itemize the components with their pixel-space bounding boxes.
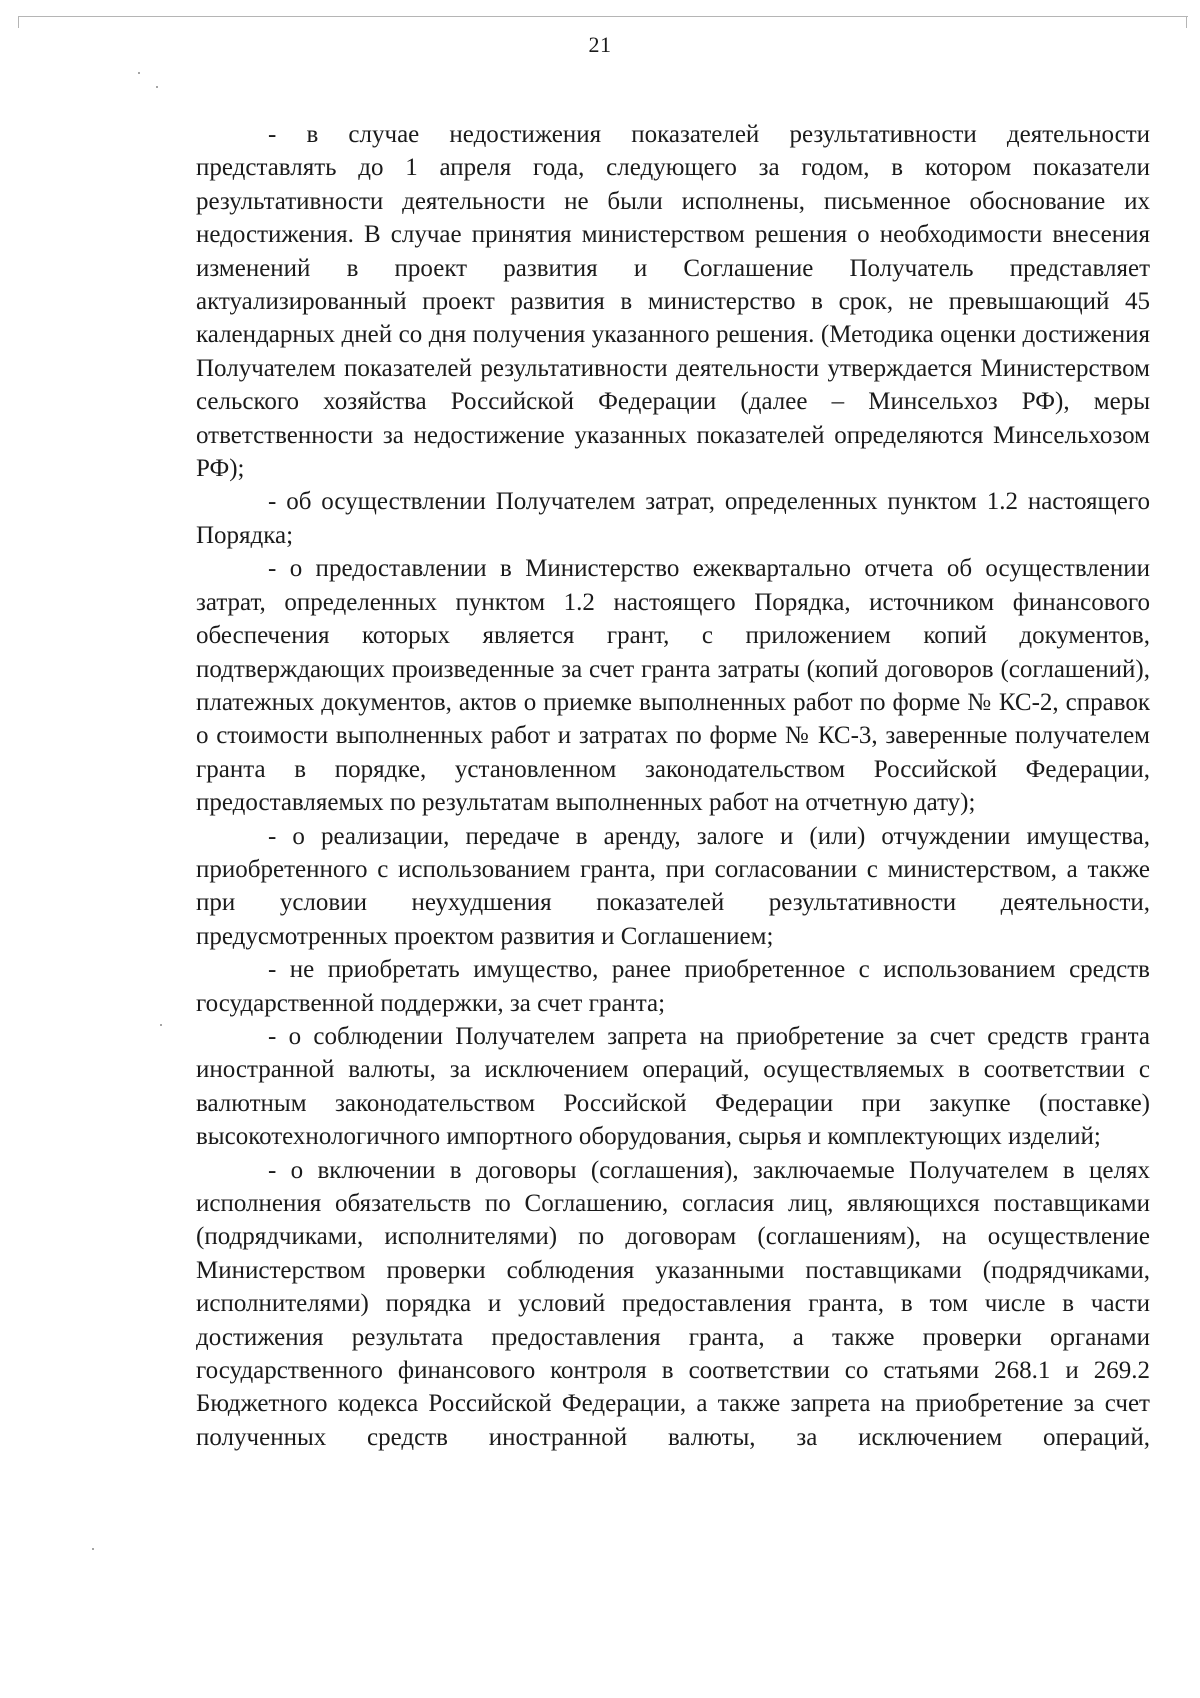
paragraph-quarterly-report: - о предоставлении в Министерство ежеквартально отчета об осуществлении затрат, определенных пунктом 1.2 настоящего Порядка, источником финансового обеспечения которых является грант, с приложением копий документов, подтверждающих произведенные за счет гранта затраты (копий договоров (соглашений), платежных документов, актов о приемке выполненных работ по форме № КС-2, справок о стоимости выполненных работ и затратах по форме № КС-3, заверенные получателем гранта в порядке, установленном законодательством Российской Федерации, предоставляемых по результатам выполненных работ на отчетную дату); bbox=[196, 555, 1150, 817]
scan-speck bbox=[92, 1548, 94, 1550]
scan-top-edge bbox=[18, 16, 1188, 17]
paragraph-performance-indicators: - в случае недостижения показателей результативности деятельности представлять до 1 апреля года, следующего за годом, в котором показатели результативности деятельности не были исполнены, письменное обоснование их недостижения. В случае принятия министерством решения о необходимости внесения изменений в проект развития и Соглашение Получатель представляет актуализированный проект развития в министерство в срок, не превышающий 45 календарных дней со дня получения указанного решения. (Методика оценки достижения Получателем показателей результативности деятельности утверждается Министерством сельского хозяйства Российской Федерации (далее – Минсельхоз РФ), меры ответственности за недостижение указанных показателей определяются Минсельхозом РФ); bbox=[196, 121, 1150, 483]
scan-speck bbox=[138, 72, 140, 74]
paragraph-foreign-currency-ban: - о соблюдении Получателем запрета на приобретение за счет средств гранта иностранной валюты, за исключением операций, осуществляемых в соответствии с валютным законодательством Российской Федерации при закупке (поставке) высокотехнологичного импортного оборудования, сырья и комплектующих изделий; bbox=[196, 1022, 1150, 1151]
paragraph-property-alienation: - о реализации, передаче в аренду, залоге и (или) отчуждении имущества, приобретенного с использованием гранта, при согласовании с министерством, а также при условии неухудшения показателей результативности деятельности, предусмотренных проектом развития и Соглашением; bbox=[196, 822, 1150, 950]
document-body bbox=[196, 118, 1150, 1454]
paragraph-contract-consent: - о включении в договоры (соглашения), заключаемые Получателем в целях исполнения обязательств по Соглашению, согласия лиц, являющихся поставщиками (подрядчиками, исполнителями) по договорам (соглашениям), на осуществление Министерством проверки соблюдения указанными поставщиками (подрядчиками, исполнителями) порядка и условий предоставления гранта, в том числе в части достижения результата предоставления гранта, а также проверки органами государственного финансового контроля в соответствии со статьями 268.1 и 269.2 Бюджетного кодекса Российской Федерации, а также запрета на приобретение за счет полученных средств иностранной валюты, за исключением операций, bbox=[196, 1156, 1150, 1451]
paragraph-no-property-purchase: - не приобретать имущество, ранее приобретенное с использованием средств государственной поддержки, за счет гранта; bbox=[196, 956, 1150, 1017]
paragraph-recipient-costs: - об осуществлении Получателем затрат, определенных пунктом 1.2 настоящего Порядка; bbox=[196, 488, 1150, 549]
page-number: 21 bbox=[588, 32, 612, 57]
scan-speck bbox=[160, 1024, 162, 1026]
scan-speck bbox=[156, 86, 158, 88]
scan-edge-mark bbox=[18, 16, 19, 28]
scan-edge-mark bbox=[1186, 16, 1187, 28]
